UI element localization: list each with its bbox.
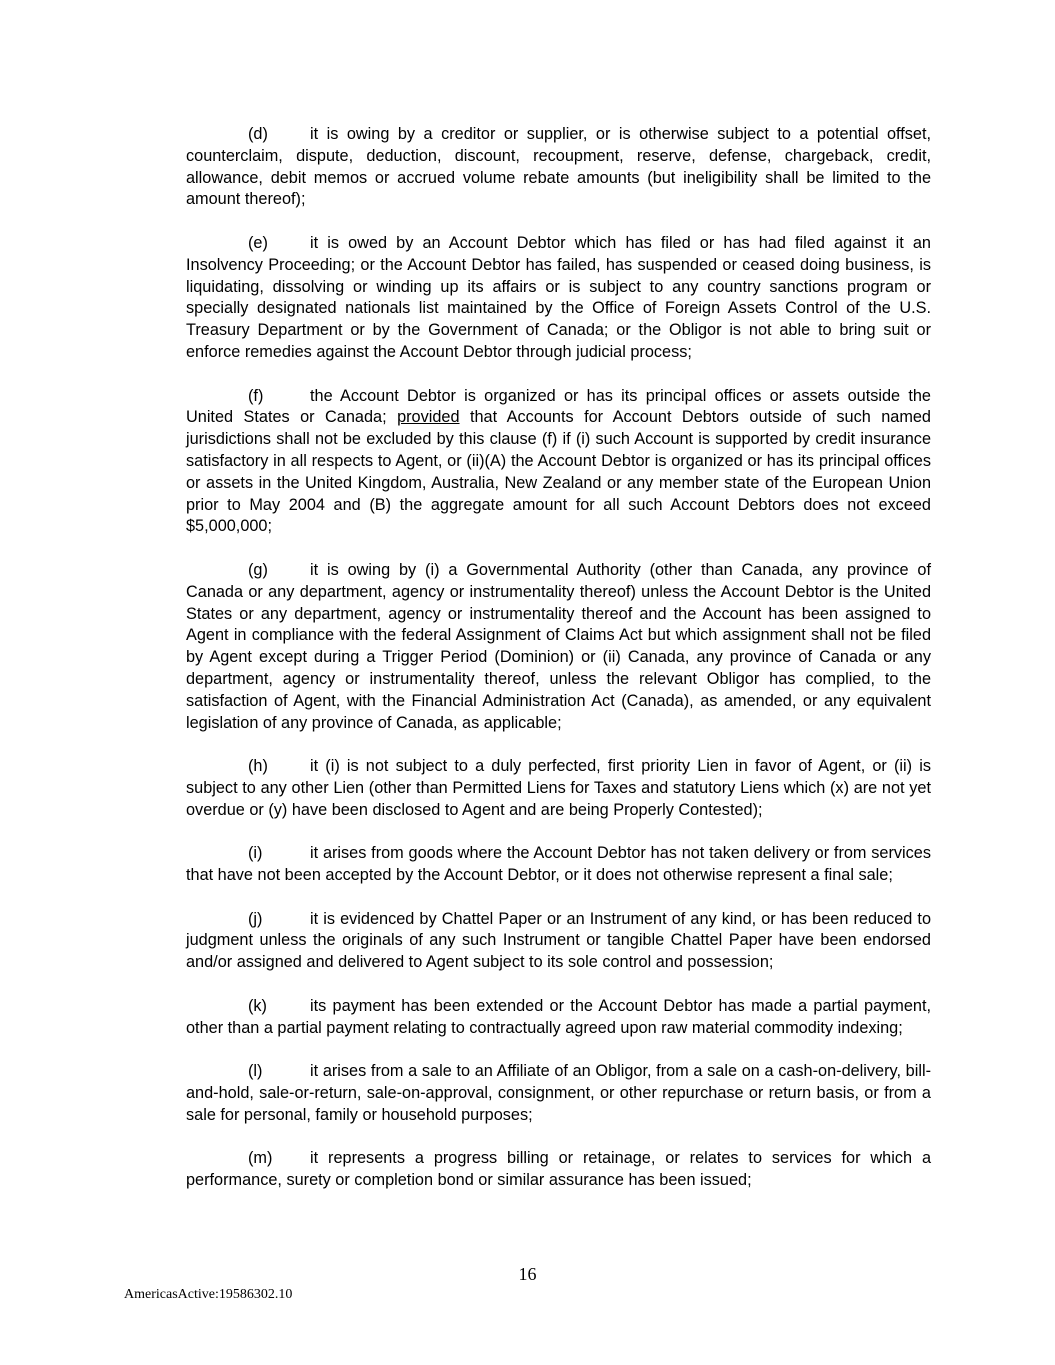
clause-label: (k) xyxy=(248,996,267,1015)
clause-e xyxy=(186,233,931,364)
clause-label: (g) xyxy=(248,560,268,579)
clause-label: (l) xyxy=(248,1062,263,1081)
clause-label: (d) xyxy=(248,125,268,143)
document-id: AmericasActive:19586302.10 xyxy=(124,1287,293,1302)
clause-text: it is evidenced by Chattel Paper or an Instrument of any kind, or has been reduced to judgment unless the originals of any such Instrument or tangible Chattel Paper have been endorsed and/or assigned and delivered to Agent subject to its sole control and possession; xyxy=(186,909,931,972)
clause-i xyxy=(186,843,931,887)
clause-g xyxy=(186,560,931,734)
clause-m xyxy=(186,1148,931,1192)
clause-label: (m) xyxy=(248,1149,273,1168)
clause-text: it is owing by a creditor or supplier, or is otherwise subject to a potential offset, counterclaim, dispute, deduction, discount, recoupment, reserve, defense, chargeback, credit, allowance, debit memos or accrued volume rebate amounts (but ineligibility shall be limited to the amount thereof); xyxy=(186,125,931,209)
clause-label: (i) xyxy=(248,844,263,863)
clause-l xyxy=(186,1061,931,1126)
clause-text: its payment has been extended or the Account Debtor has made a partial payment, other than a partial payment relating to contractually agreed upon raw material commodity indexing; xyxy=(186,996,931,1037)
clause-j xyxy=(186,909,931,974)
clause-text: it is owed by an Account Debtor which has filed or has had filed against it an Insolvency Proceeding; or the Account Debtor has failed, has suspended or ceased doing business, is liquidating, dissolving or winding up its affairs or is subject to any country sanctions program or specially designated nationals list maintained by the Office of Foreign Assets Control of the U.S. Treasury Department or by the Government of Canada; or the Obligor is not able to bring suit or enforce remedies against the Account Debtor through judicial process; xyxy=(186,233,931,361)
clause-f xyxy=(186,386,931,539)
clause-d xyxy=(186,124,931,211)
clause-label: (h) xyxy=(248,757,268,776)
clause-label: (e) xyxy=(248,233,268,252)
document-body xyxy=(186,124,931,1214)
page-number: 16 xyxy=(518,1264,537,1284)
clause-text: it arises from goods where the Account Debtor has not taken delivery or from services that have not been accepted by the Account Debtor, or it does not otherwise represent a final sale; xyxy=(186,844,931,885)
clause-text: it is owing by (i) a Governmental Authority (other than Canada, any province of Canada or any department, agency or instrumentality thereof) unless the Account Debtor is the United States or any department, agency or instrumentality thereof and the Account has been assigned to Agent in compliance with the federal Assignment of Claims Act but which assignment shall not be filed by Agent except during a Trigger Period (Dominion) or (ii) Canada, any province of Canada or any department, agency or instrumentality thereof, unless the relevant Obligor has complied, to the satisfaction of Agent, with the Financial Administration Act (Canada), as amended, or any equivalent legislation of any province of Canada, as applicable; xyxy=(186,560,931,732)
clause-text-continued: that Accounts for Account Debtors outside of such named jurisdictions shall not be excluded by this clause (f) if (i) such Account is supported by credit insurance satisfactory in all respects to Agent, or (ii)(A) the Account Debtor is organized or has its principal offices or assets in the United Kingdom, Australia, New Zealand or any member state of the European Union prior to May 2004 and (B) the aggregate amount for all such Account Debtors does not exceed $5,000,000; xyxy=(186,408,931,536)
clause-text: it (i) is not subject to a duly perfected, first priority Lien in favor of Agent, or (ii) is subject to any other Lien (other than Permitted Liens for Taxes and statutory Liens which (x) are not yet overdue or (y) have been disclosed to Agent and are being Properly Contested); xyxy=(186,757,931,819)
clause-k xyxy=(186,996,931,1040)
clause-label: (f) xyxy=(248,386,264,405)
clause-text: it represents a progress billing or retainage, or relates to services for which a performance, surety or completion bond or similar assurance has been issued; xyxy=(186,1149,931,1190)
clause-h xyxy=(186,756,931,821)
clause-text: it arises from a sale to an Affiliate of an Obligor, from a sale on a cash-on-delivery, bill-and-hold, sale-or-return, sale-on-approval, consignment, or other repurchase or return basis, or from a sale for personal, family or household purposes; xyxy=(186,1062,931,1124)
clause-text: the Account Debtor is organized or has its principal offices or assets outside the United States or Canada; xyxy=(186,386,931,427)
clause-label: (j) xyxy=(248,909,263,928)
provided-term: provided xyxy=(397,408,460,427)
